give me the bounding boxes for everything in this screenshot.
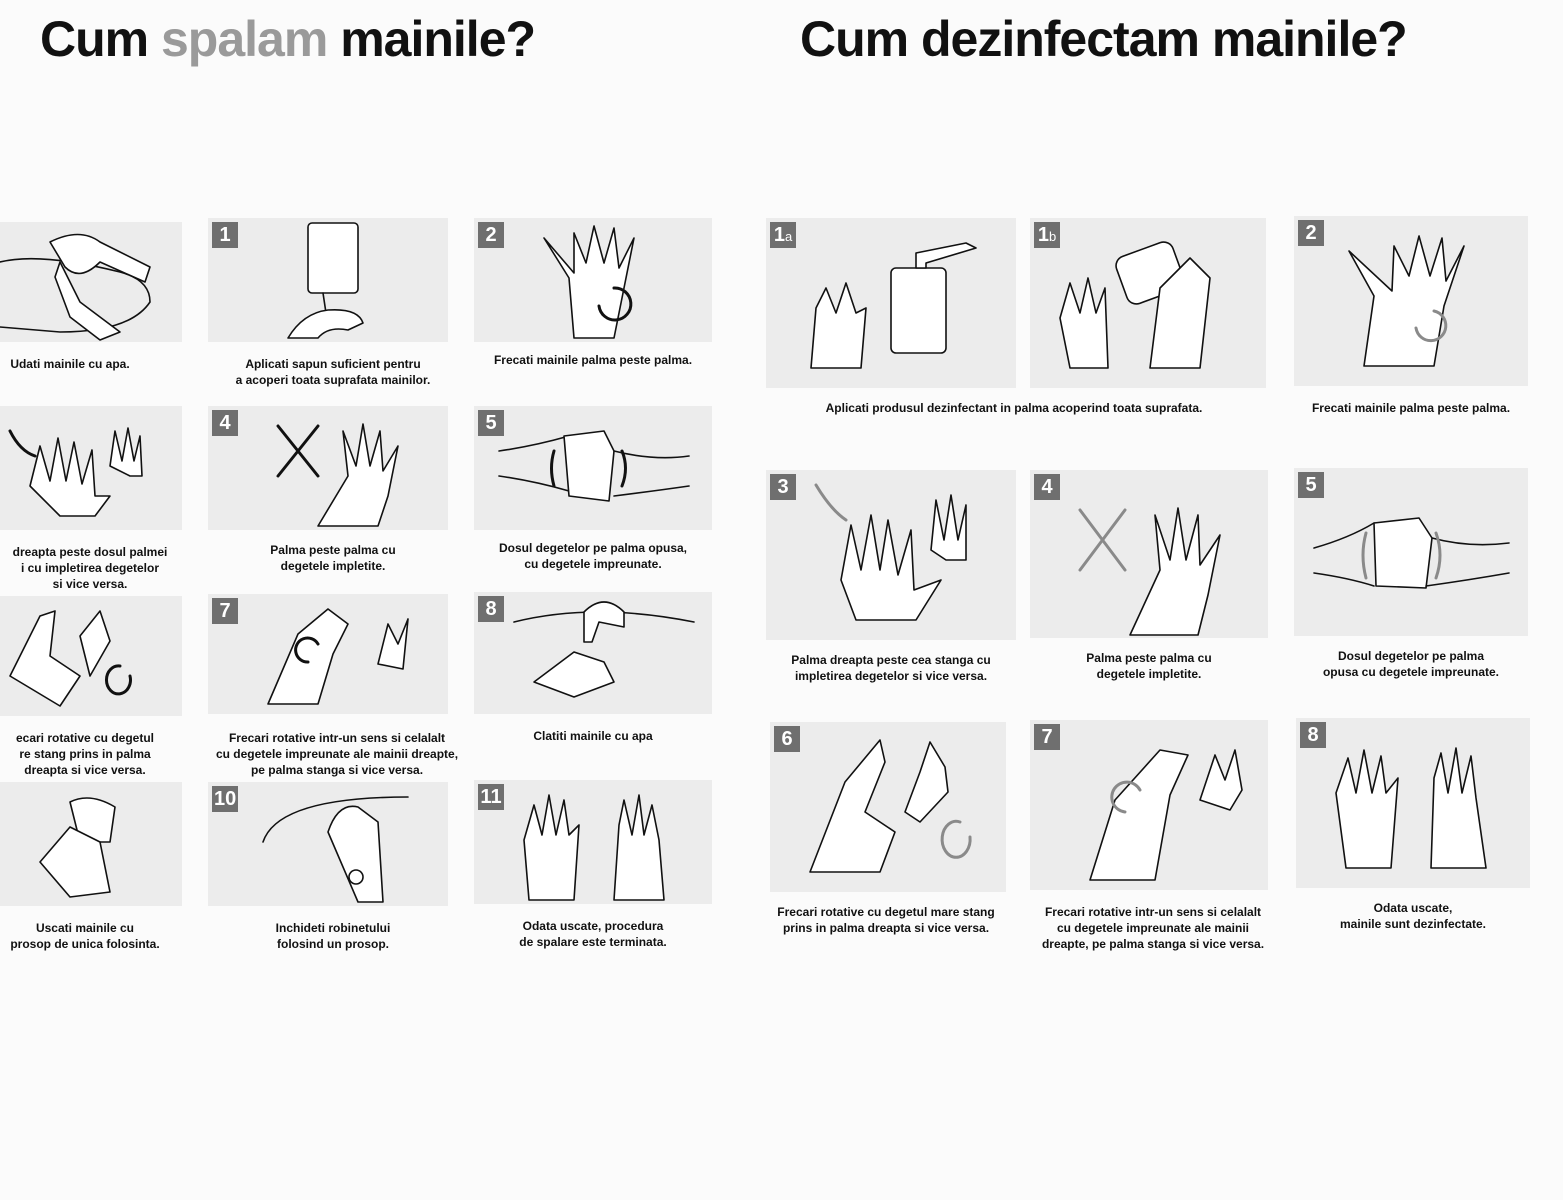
back-rub-illustration-2 [766, 470, 1016, 640]
interlaced-fingers-illustration-2 [1030, 470, 1268, 638]
wash-step-9-panel [0, 782, 182, 906]
step-badge-11: 11 [478, 784, 504, 810]
wash-step-8-panel [474, 592, 712, 714]
disinfect-step-3-panel [766, 470, 1016, 640]
disinfect-caption-2: Frecati mainile palma peste palma. [1311, 401, 1511, 415]
wash-step-10-panel [208, 782, 448, 906]
finger-backs-illustration [474, 406, 712, 530]
disinfect-step-2-panel [1294, 216, 1528, 386]
wash-step-6-panel [0, 596, 182, 716]
bottle-squeeze-illustration [1030, 218, 1266, 388]
step-badge-7: 7 [212, 598, 238, 624]
step-badge-d6: 6 [774, 726, 800, 752]
wash-caption-0: Udati mainile cu apa. [10, 357, 130, 371]
step-badge-d2: 2 [1298, 220, 1324, 246]
soap-dispenser-illustration [208, 218, 448, 342]
washing-title [40, 12, 535, 67]
dispenser-pump-illustration [766, 218, 1016, 388]
palm-rub-illustration [474, 218, 712, 342]
disinfect-step-4-panel [1030, 470, 1268, 638]
wash-step-1-panel [208, 218, 448, 342]
close-tap-illustration [208, 782, 448, 906]
step-badge-8: 8 [478, 596, 504, 622]
wash-caption-10: Inchideti robinetului folosind un prosop. [275, 921, 391, 951]
rinse-illustration [474, 592, 712, 714]
title-highlight: spalam [161, 11, 328, 67]
wash-caption-9: Uscati mainile cu prosop de unica folosinta. [10, 921, 160, 951]
finger-backs-illustration-2 [1294, 468, 1528, 636]
disinfect-caption-6: Frecari rotative cu degetul mare stang prins in palma dreapta si vice versa. [777, 905, 995, 935]
title-part2: mainile? [327, 11, 536, 67]
disinfect-caption-3: Palma dreapta peste cea stanga cu impletirea degetelor si vice versa. [791, 653, 991, 683]
badge-1a-suffix: a [784, 229, 793, 244]
clean-hands-illustration [474, 780, 712, 904]
disinfect-caption-4: Palma peste palma cu degetele impletite. [1086, 651, 1212, 681]
disinfect-step-1a-panel [766, 218, 1016, 388]
disinfect-step-6-panel [770, 722, 1006, 892]
wet-hands-illustration [0, 222, 182, 342]
badge-1b-suffix: b [1048, 229, 1057, 244]
dry-hands-illustration [0, 782, 182, 906]
wash-step-11-panel [474, 780, 712, 904]
disinfect-step-5-panel [1294, 468, 1528, 636]
wash-caption-3: dreapta peste dosul palmei i cu impletirea degetelor si vice versa. [12, 545, 168, 591]
badge-1b-number: 1 [1037, 224, 1049, 246]
step-badge-d3: 3 [770, 474, 796, 500]
wash-caption-1: Aplicati sapun suficient pentru a acoperi toata suprafata mainilor. [235, 357, 431, 387]
wash-caption-11: Odata uscate, procedura de spalare este terminata. [519, 919, 667, 949]
wash-caption-7: Frecari rotative intr-un sens si celalalt cu degetele impreunate ale mainii dreapte, pe palma stanga si vice versa. [215, 731, 459, 777]
palm-rub-illustration-2 [1294, 216, 1528, 386]
wash-step-7-panel [208, 594, 448, 714]
wash-caption-5: Dosul degetelor pe palma opusa, cu degetele impreunate. [498, 541, 688, 571]
disinfect-caption-8: Odata uscate, mainile sunt dezinfectate. [1339, 901, 1487, 931]
wash-caption-6: ecari rotative cu degetul re stang prins in palma dreapta si vice versa. [15, 731, 155, 777]
step-badge-d8: 8 [1300, 722, 1326, 748]
disinfect-caption-7: Frecari rotative intr-un sens si celalalt cu degetele impreunate ale mainii dreapte, pe palma stanga si vice versa. [1041, 905, 1265, 951]
wash-caption-2: Frecati mainile palma peste palma. [493, 353, 693, 367]
disinfected-hands-illustration [1296, 718, 1530, 888]
wash-step-5-panel [474, 406, 712, 530]
title-part1: Cum [40, 11, 161, 67]
step-badge-d4: 4 [1034, 474, 1060, 500]
disinfect-step-7-panel [1030, 720, 1268, 890]
step-badge-1: 1 [212, 222, 238, 248]
thumb-rotation-illustration-2 [770, 722, 1006, 892]
wash-step-3-panel [0, 406, 182, 530]
wash-caption-4: Palma peste palma cu degetele impletite. [270, 543, 396, 573]
wash-step-wet-panel [0, 222, 182, 342]
thumb-rotation-illustration [0, 596, 182, 716]
badge-1a-number: 1 [773, 224, 785, 246]
disinfect-caption-1: Aplicati produsul dezinfectant in palma acoperind toata suprafata. [825, 401, 1203, 415]
wash-step-2-panel [474, 218, 712, 342]
disinfect-step-8-panel [1296, 718, 1530, 888]
wash-caption-8: Clatiti mainile cu apa [533, 729, 653, 743]
disinfect-caption-5: Dosul degetelor pe palma opusa cu degetele impreunate. [1322, 649, 1500, 679]
step-badge-2: 2 [478, 222, 504, 248]
step-badge-10: 10 [214, 788, 237, 810]
disinfecting-title: Cum dezinfectam mainile? [800, 11, 1407, 67]
wash-step-4-panel [208, 406, 448, 530]
interlaced-fingers-illustration [208, 406, 448, 530]
step-badge-4: 4 [212, 410, 238, 436]
fingertip-rotation-illustration-2 [1030, 720, 1268, 890]
step-badge-5: 5 [478, 410, 504, 436]
step-badge-d5: 5 [1298, 472, 1324, 498]
fingertip-rotation-illustration [208, 594, 448, 714]
step-badge-d7: 7 [1034, 724, 1060, 750]
disinfect-step-1b-panel [1030, 218, 1266, 388]
back-rub-illustration [0, 406, 182, 530]
